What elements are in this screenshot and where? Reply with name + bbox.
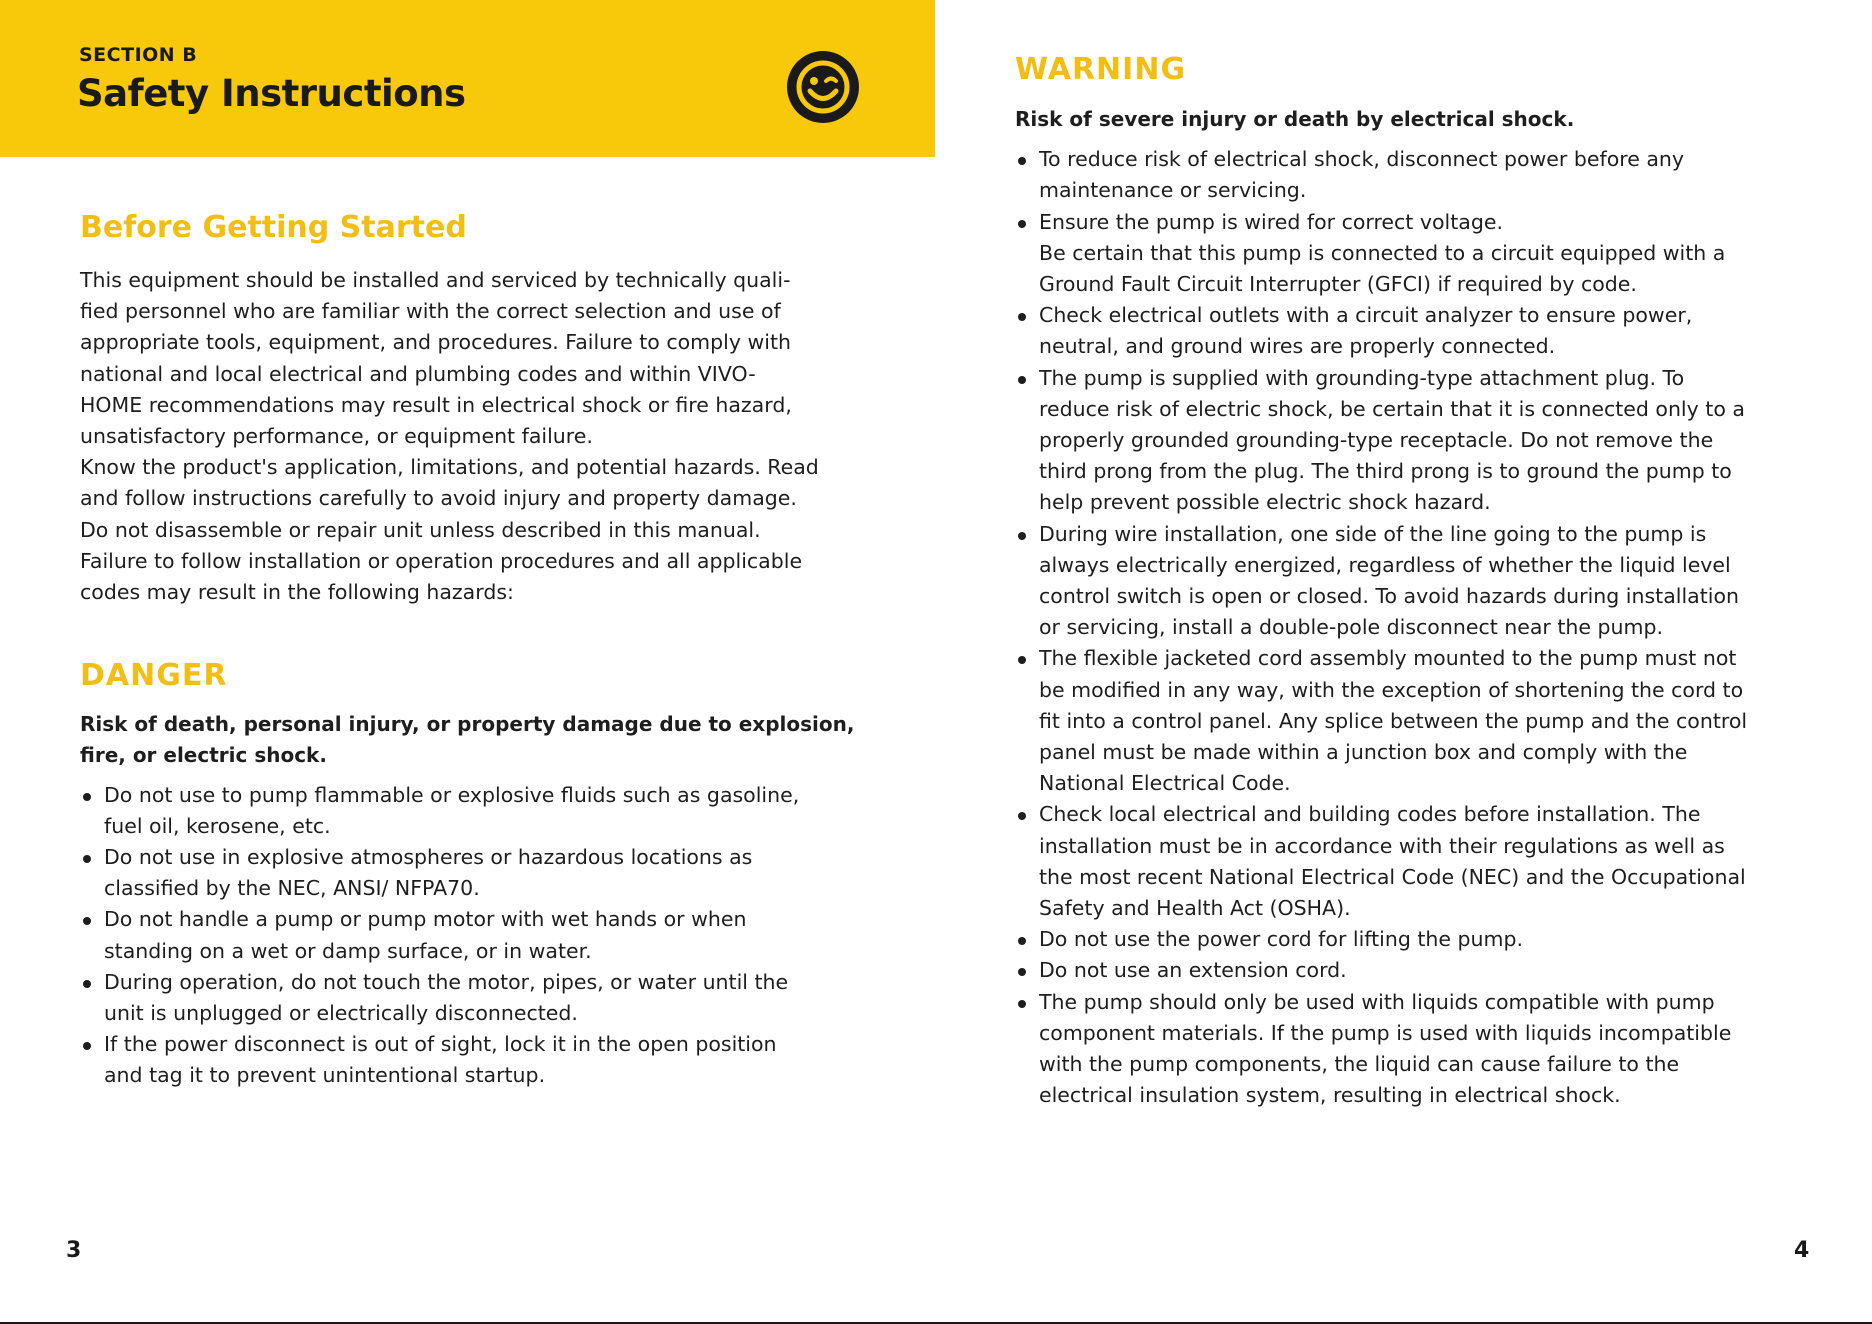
list-item: The pump should only be used with liquids compatible with pump component materials. If the pump is used with liquids incompatible with the pump components, the liquid can cause failure to the electrical insulation system, resulting in electrical shock.: [1015, 987, 1795, 1112]
page-number-right: 4: [1794, 1238, 1810, 1263]
list-item: If the power disconnect is out of sight, lock it in the open position and tag it to prevent unintentional startup.: [80, 1029, 860, 1091]
page-title: Safety Instructions: [77, 72, 466, 115]
section-label: SECTION B: [79, 44, 198, 66]
list-item: Check local electrical and building codes before installation. The installation must be in accordance with their regulations as well as the most recent National Electrical Code (NEC) and the Occupational Safety and Health Act (OSHA).: [1015, 799, 1795, 924]
list-item: Do not use the power cord for lifting the pump.: [1015, 924, 1795, 955]
warning-list: [1015, 144, 1795, 1111]
left-column: [80, 210, 860, 1092]
list-item: To reduce risk of electrical shock, disconnect power before any maintenance or servicing.: [1015, 144, 1795, 206]
list-item: Do not use an extension cord.: [1015, 955, 1795, 986]
warning-heading: WARNING: [1015, 52, 1187, 87]
list-item: Check electrical outlets with a circuit analyzer to ensure power, neutral, and ground wires are properly connected.: [1015, 300, 1795, 362]
danger-heading: DANGER: [80, 658, 228, 694]
danger-lead: Risk of death, personal injury, or property damage due to explosion, fire, or electric shock.: [80, 712, 855, 768]
page-number-left: 3: [66, 1238, 82, 1263]
warning-lead: Risk of severe injury or death by electrical shock.: [1015, 107, 1575, 131]
right-column: [1015, 52, 1795, 1112]
list-item: During wire installation, one side of the line going to the pump is always electrically energized, regardless of whether the liquid level control switch is open or closed. To avoid hazards during installation or servicing, install a double-pole disconnect near the pump.: [1015, 519, 1795, 644]
before-paragraph: This equipment should be installed and serviced by technically quali- fied personnel who are familiar with the correct selection and use of appropriate tools, equipment, and procedures. Failure to comply with national and local electrical and plumbing codes and within VIVO- HOME recommendations may result in electrical shock or fire hazard, unsatisfactory performance, or equipment failure. Know the product's application, limitations, and potential hazards. Read and follow instructions carefully to avoid injury and property damage. Do not disassemble or repair unit unless described in this manual. Failure to follow installation or operation procedures and all applicable codes may result in the following hazards:: [80, 268, 819, 605]
list-item: Ensure the pump is wired for correct voltage. Be certain that this pump is connected to a circuit equipped with a Ground Fault Circuit Interrupter (GFCI) if required by code.: [1015, 207, 1795, 301]
list-item: Do not use in explosive atmospheres or hazardous locations as classified by the NEC, ANSI/ NFPA70.: [80, 842, 860, 904]
smiley-wink-icon: [786, 50, 860, 124]
list-item: The pump is supplied with grounding-type attachment plug. To reduce risk of electric shock, be certain that it is connected only to a properly grounded grounding-type receptacle. Do not remove the third prong from the plug. The third prong is to ground the pump to help prevent possible electric shock hazard.: [1015, 363, 1795, 519]
list-item: Do not handle a pump or pump motor with wet hands or when standing on a wet or damp surface, or in water.: [80, 904, 860, 966]
before-heading: Before Getting Started: [80, 210, 467, 245]
list-item: During operation, do not touch the motor, pipes, or water until the unit is unplugged or electrically disconnected.: [80, 967, 860, 1029]
list-item: The flexible jacketed cord assembly mounted to the pump must not be modified in any way, with the exception of shortening the cord to fit into a control panel. Any splice between the pump and the control panel must be made within a junction box and comply with the National Electrical Code.: [1015, 643, 1795, 799]
list-item: Do not use to pump flammable or explosive fluids such as gasoline, fuel oil, kerosene, etc.: [80, 780, 860, 842]
danger-list: [80, 780, 860, 1092]
